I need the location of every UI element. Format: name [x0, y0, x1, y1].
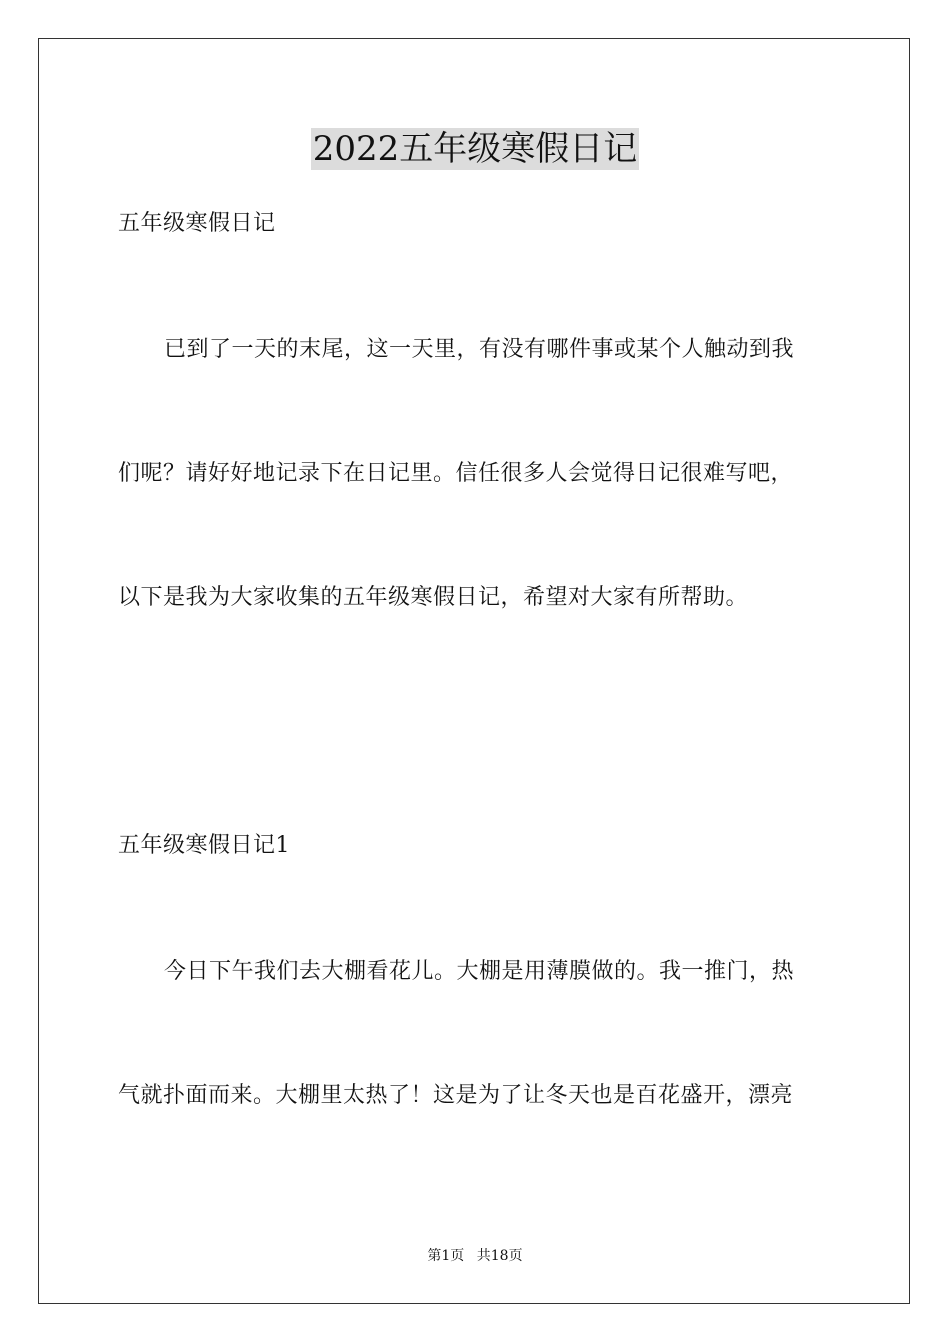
paragraph-line: 已到了一天的末尾，这一天里，有没有哪件事或某个人触动到我 — [164, 337, 795, 362]
total-pages: 共18页 — [476, 1248, 523, 1264]
paragraph-line: 以下是我为大家收集的五年级寒假日记，希望对大家有所帮助。 — [118, 585, 749, 610]
page-footer — [0, 1246, 950, 1266]
page-number: 第1页 — [427, 1248, 465, 1264]
section-heading: 五年级寒假日记1 — [118, 833, 290, 858]
paragraph-line: 气就扑面而来。大棚里太热了！这是为了让冬天也是百花盛开，漂亮 — [118, 1083, 794, 1108]
document-title: 2022五年级寒假日记 — [312, 129, 638, 169]
paragraph-line: 们呢？请好好地记录下在日记里。信任很多人会觉得日记很难写吧， — [118, 461, 794, 486]
subtitle: 五年级寒假日记 — [118, 211, 276, 236]
paragraph-line: 今日下午我们去大棚看花儿。大棚是用薄膜做的。我一推门，热 — [164, 959, 795, 984]
title-container — [0, 128, 950, 170]
